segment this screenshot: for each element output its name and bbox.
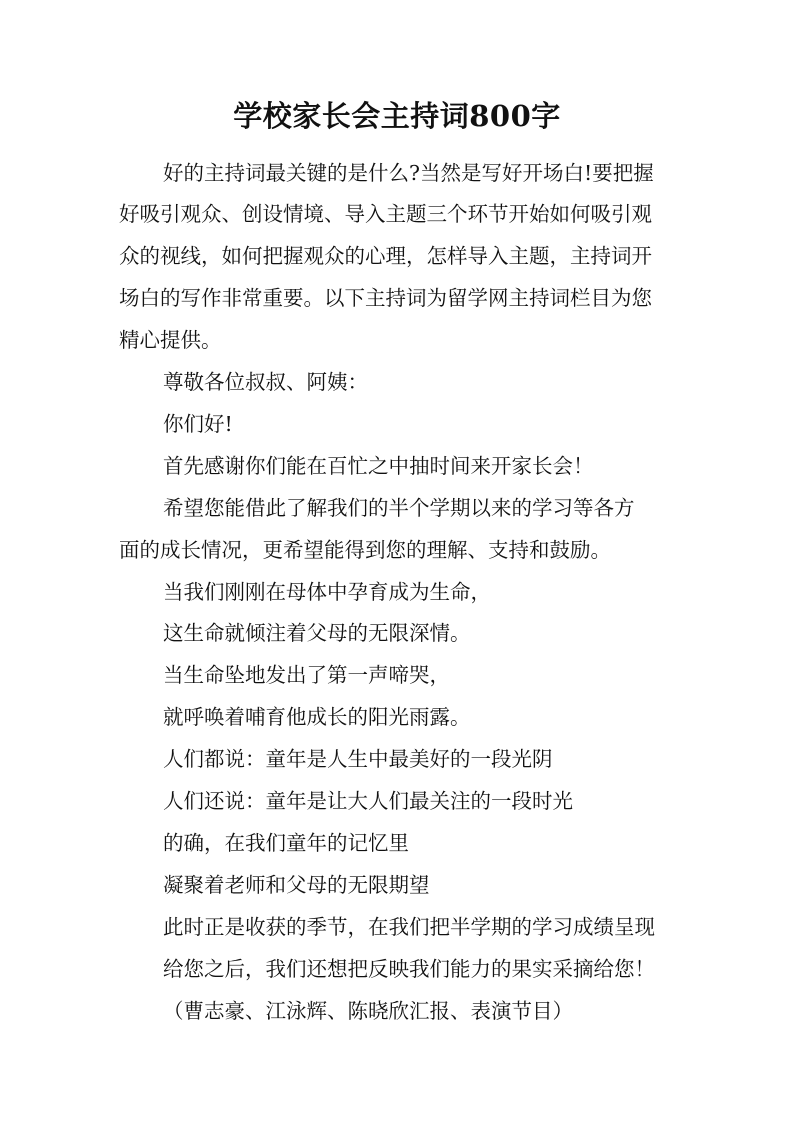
greeting-line: 你们好! (163, 412, 233, 436)
document-title: 学校家长会主持词800字 (233, 99, 561, 133)
paragraph-line: 面的成长情况，更希望能得到您的理解、支持和鼓励。 (119, 538, 611, 562)
verse-line: 就呼唤着哺育他成长的阳光雨露。 (163, 705, 471, 729)
paragraph-line: 首先感谢你们能在百忙之中抽时间来开家长会！ (163, 454, 594, 478)
paragraph-line: 给您之后，我们还想把反映我们能力的果实采摘给您！ (163, 957, 655, 981)
verse-line: 的确，在我们童年的记忆里 (163, 831, 409, 855)
verse-line: 人们都说：童年是人生中最美好的一段光阴 (163, 747, 553, 771)
paragraph-line: 场白的写作非常重要。以下主持词为留学网主持词栏目为您 (119, 286, 652, 310)
paragraph-line: 希望您能借此了解我们的半个学期以来的学习等各方 (163, 496, 635, 520)
paragraph-line: 好吸引观众、创设情境、导入主题三个环节开始如何吸引观 (119, 202, 652, 226)
program-note: （曹志豪、江泳辉、陈晓欣汇报、表演节目） (163, 999, 573, 1023)
greeting-line: 尊敬各位叔叔、阿姨： (163, 370, 368, 394)
verse-line: 当我们刚刚在母体中孕育成为生命， (163, 580, 491, 604)
paragraph-line: 此时正是收获的季节，在我们把半学期的学习成绩呈现 (163, 915, 655, 939)
verse-line: 人们还说：童年是让大人们最关注的一段时光 (163, 789, 573, 813)
verse-line: 这生命就倾注着父母的无限深情。 (163, 621, 471, 645)
paragraph-line: 精心提供。 (119, 328, 222, 352)
verse-line: 凝聚着老师和父母的无限期望 (163, 873, 430, 897)
verse-line: 当生命坠地发出了第一声啼哭， (163, 663, 450, 687)
paragraph-line: 好的主持词最关键的是什么?当然是写好开场白!要把握 (163, 161, 654, 185)
paragraph-line: 众的视线，如何把握观众的心理，怎样导入主题，主持词开 (119, 244, 652, 268)
